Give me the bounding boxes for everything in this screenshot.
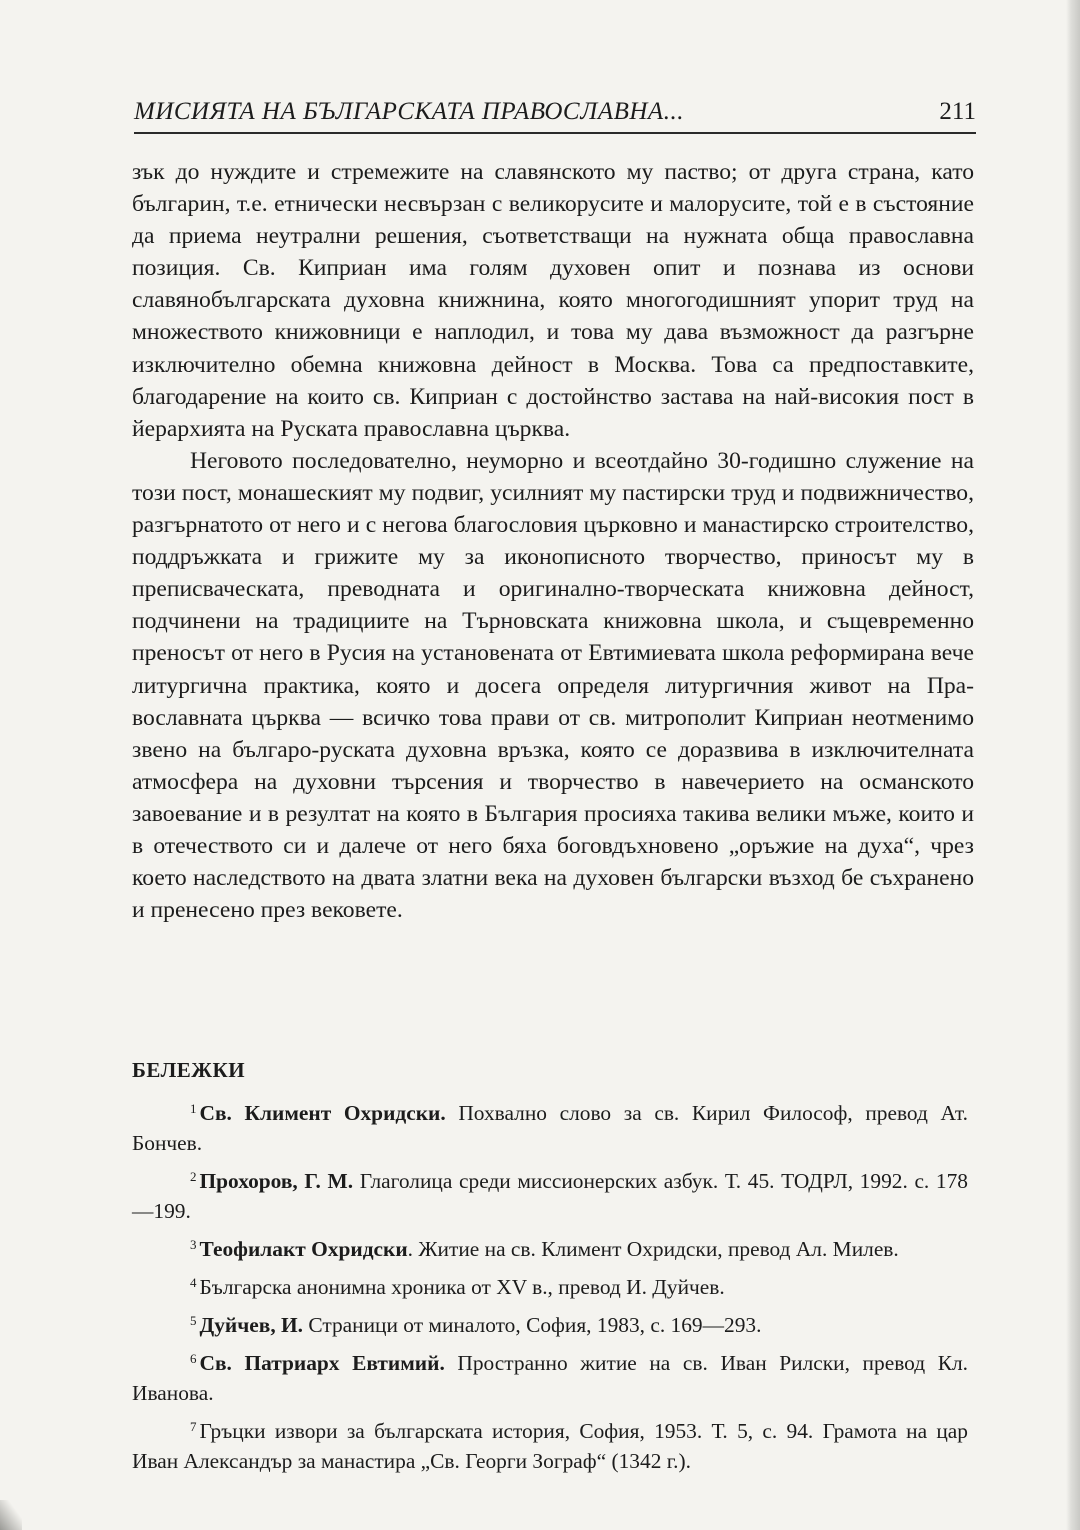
note-text: Страници от миналото, София, 1983, с. 169—293. [303, 1313, 762, 1337]
scan-edge-shadow [1066, 0, 1080, 1530]
notes-list [132, 1094, 968, 1480]
note-author: Св. Климент Охридски. [199, 1101, 446, 1125]
note-item [132, 1268, 968, 1302]
note-text: Пространно житие на св. Иван Рилски, превод Кл. Иванова. [132, 1351, 968, 1405]
main-text [132, 156, 974, 926]
note-item [132, 1230, 968, 1264]
notes-heading: БЕЛЕЖКИ [132, 1058, 246, 1082]
page-number: 211 [939, 98, 976, 125]
scan-corner-shadow [0, 1500, 22, 1530]
note-number: 7 [190, 1419, 197, 1434]
note-number: 1 [190, 1101, 197, 1116]
note-author: Прохоров, Г. М. [199, 1169, 354, 1193]
note-author: Теофилакт Охридски [199, 1237, 408, 1261]
note-number: 3 [190, 1237, 197, 1252]
note-author: Дуйчев, И. [199, 1313, 304, 1337]
paragraph: Неговото последователно, неуморно и всеотдайно 30-годишно служение на този пост, монашеският му подвиг, усилният му пастирски труд и подвижничество, разгърнатото от него и с негова благословия църковно и манастирско строителство, поддръжката и грижите му за иконописното творчество, приносът му в преписваческата, преводната и оригинално-творческата книжовна дейност, подчинени на традициите на Търновската книжовна школа, и същевременно преносът от него в Русия на установената от Евтимиевата школа реформирана вече литургична практика, която и досега определя литургичния живот на Православната църква — всичко това прави от св. митрополит Киприан неотменимо звено на българо-руската духовна връзка, която се доразвива в изключителната атмосфера на духовни търсения и творчество в навечерието на османското завоевание и в резултат на която в България просияха такива велики мъже, които и в отечеството си и далече от него бяха боговдъхновено „оръжие на духа“, чрез което наследството на двата златни века на духовен български възход бе съхранено и пренесено през вековете. [132, 447, 974, 924]
header-divider [134, 132, 976, 134]
note-number: 5 [190, 1313, 197, 1328]
note-item [132, 1412, 968, 1476]
note-number: 4 [190, 1275, 197, 1290]
note-author: Св. Патриарх Евтимий. [199, 1351, 445, 1375]
note-item [132, 1344, 968, 1408]
note-item [132, 1306, 968, 1340]
note-text: Българска анонимна хроника от XV в., превод И. Дуйчев. [199, 1275, 725, 1299]
note-text: Похвално слово за св. Кирил Философ, превод Ат. Бончев. [132, 1101, 968, 1155]
note-text: Глаголица среди миссионерских азбук. Т. 45. ТОДРЛ, 1992. с. 178—199. [132, 1169, 969, 1223]
note-text: . Житие на св. Климент Охридски, превод Ал. Милев. [407, 1237, 899, 1261]
note-text: Гръцки извори за българската история, София, 1953. Т. 5, с. 94. Грамота на цар Иван Александър за манастира „Св. Георги Зограф“ (1342 г.). [132, 1419, 968, 1473]
running-title: МИСИЯТА НА БЪЛГАРСКАТА ПРАВОСЛАВНА... [134, 98, 684, 125]
note-item [132, 1162, 968, 1226]
note-number: 6 [190, 1351, 197, 1366]
note-item [132, 1094, 968, 1158]
paragraph: зък до нуждите и стремежите на славянското му паство; от друга страна, като българин, т.е. етнически несвързан с великорусите и малорусите, той е в състояние да приема неутрални решения, съответстващи на нужната обща православна позиция. Св. Киприан има голям духовен опит и познава из основи славянобългарската духовна книжнина, която многогодишният упорит труд на множеството книжовници е наплодил, и това му дава възможност да разгърне изключително обемна книжовна дейност в Москва. Това са предпоставките, благодарение на които св. Киприан с достойнство застава на най-високия пост в йерархията на Руската православна църква. [132, 159, 974, 442]
note-number: 2 [190, 1169, 197, 1184]
